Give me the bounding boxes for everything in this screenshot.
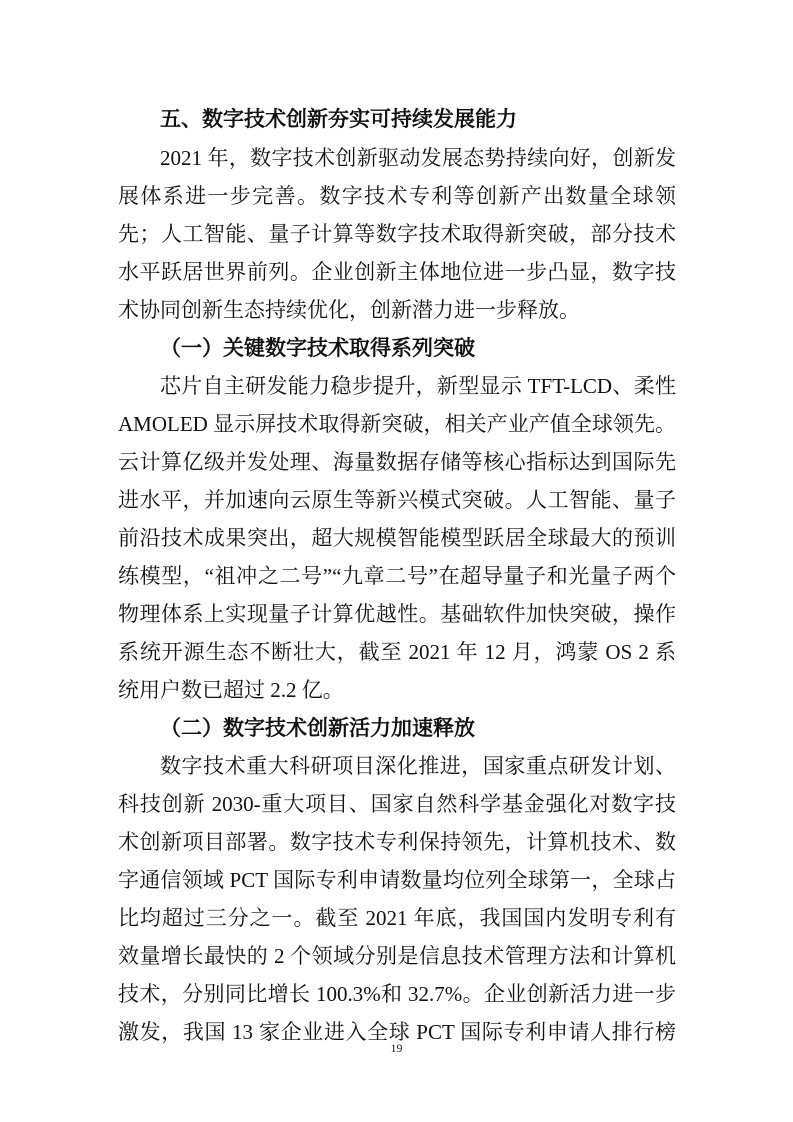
paragraph-line: 数字技术重大科研项目深化推进，国家重点研发计划、 xyxy=(160,754,676,778)
paragraph-line: AMOLED 显示屏技术取得新突破，相关产业产值全球领先。 xyxy=(118,412,676,436)
paragraph-line: 水平跃居世界前列。企业创新主体地位进一步凸显，数字技 xyxy=(118,260,676,284)
paragraph-line: 前沿技术成果突出，超大规模智能模型跃居全球最大的预训 xyxy=(118,526,676,550)
paragraph-line: 系统开源生态不断壮大，截至 2021 年 12 月，鸿蒙 OS 2 系 xyxy=(118,640,676,664)
paragraph-line: 统用户数已超过 2.2 亿。 xyxy=(118,678,344,702)
paragraph-line: 科技创新 2030-重大项目、国家自然科学基金强化对数字技 xyxy=(118,792,676,816)
paragraph-line: 练模型，“祖冲之二号”“九章二号”在超导量子和光量子两个 xyxy=(118,564,676,588)
paragraph-line: 技术，分别同比增长 100.3%和 32.7%。企业创新活力进一步 xyxy=(118,982,676,1006)
paragraph-line: 激发，我国 13 家企业进入全球 PCT 国际专利申请人排行榜 xyxy=(118,1020,676,1044)
subsection-title-1: （一）关键数字技术取得系列突破 xyxy=(160,336,475,360)
paragraph-line: 2021 年，数字技术创新驱动发展态势持续向好，创新发 xyxy=(160,146,676,170)
paragraph-line: 术协同创新生态持续优化，创新潜力进一步释放。 xyxy=(118,298,580,322)
paragraph-line: 芯片自主研发能力稳步提升，新型显示 TFT-LCD、柔性 xyxy=(160,374,676,398)
paragraph-line: 物理体系上实现量子计算优越性。基础软件加快突破，操作 xyxy=(118,602,676,626)
paragraph-line: 进水平，并加速向云原生等新兴模式突破。人工智能、量子 xyxy=(118,488,676,512)
paragraph-line: 字通信领域 PCT 国际专利申请数量均位列全球第一，全球占 xyxy=(118,868,676,892)
section-title: 五、数字技术创新夯实可持续发展能力 xyxy=(160,107,517,131)
paragraph-line: 比均超过三分之一。截至 2021 年底，我国国内发明专利有 xyxy=(118,906,676,930)
subsection-title-2: （二）数字技术创新活力加速释放 xyxy=(160,716,475,740)
page-number: 19 xyxy=(390,1041,403,1055)
paragraph-line: 术创新项目部署。数字技术专利保持领先，计算机技术、数 xyxy=(118,830,676,854)
paragraph-line: 效量增长最快的 2 个领域分别是信息技术管理方法和计算机 xyxy=(118,944,676,968)
paragraph-line: 云计算亿级并发处理、海量数据存储等核心指标达到国际先 xyxy=(118,450,676,474)
paragraph-line: 先；人工智能、量子计算等数字技术取得新突破，部分技术 xyxy=(118,222,676,246)
paragraph-line: 展体系进一步完善。数字技术专利等创新产出数量全球领 xyxy=(118,184,676,208)
